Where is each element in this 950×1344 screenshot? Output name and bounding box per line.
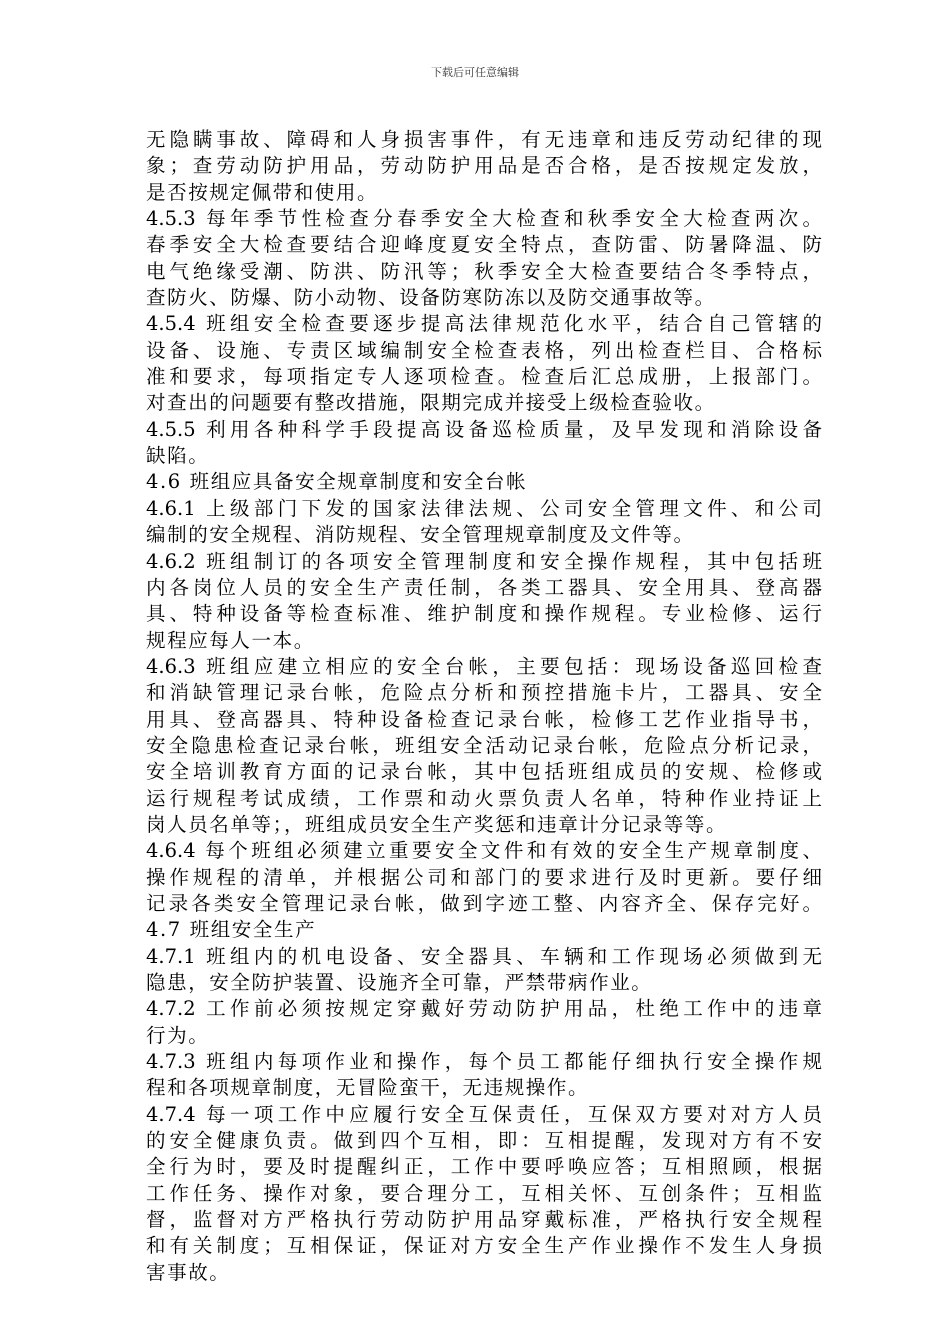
text-line: 全行为时，要及时提醒纠正，工作中要呼唤应答；互相照顾，根据: [146, 1155, 822, 1179]
text-line: 操作规程的清单，并根据公司和部门的要求进行及时更新。要仔细: [146, 865, 822, 889]
text-line: 设备、设施、专责区域编制安全检查表格，列出检查栏目、合格标: [146, 338, 822, 362]
text-line: 运行规程考试成绩，工作票和动火票负责人名单，特种作业持证上: [146, 786, 822, 810]
page-header-note: 下载后可任意编辑: [431, 66, 519, 79]
text-line: 对查出的问题要有整改措施，限期完成并接受上级检查验收。: [146, 391, 716, 415]
text-line: 用具、登高器具、特种设备检查记录台帐，检修工艺作业指导书，: [146, 707, 822, 731]
text-line: 4.6.2 班组制订的各项安全管理制度和安全操作规程，其中包括班: [146, 549, 822, 573]
text-line: 无隐瞒事故、障碍和人身损害事件，有无违章和违反劳动纪律的现: [146, 128, 822, 151]
text-line: 4.5.5 利用各种科学手段提高设备巡检质量，及早发现和消除设备: [146, 417, 822, 441]
text-line: 4.5.3 每年季节性检查分春季安全大检查和秋季安全大检查两次。: [146, 207, 822, 231]
text-line: 和消缺管理记录台帐，危险点分析和预控措施卡片，工器具、安全: [146, 681, 822, 705]
text-line: 安全隐患检查记录台帐，班组安全活动记录台帐，危险点分析记录，: [146, 733, 822, 757]
text-line: 4.7.2 工作前必须按规定穿戴好劳动防护用品，杜绝工作中的违章: [146, 997, 822, 1021]
text-line: 准和要求，每项指定专人逐项检查。检查后汇总成册，上报部门。: [146, 365, 822, 389]
text-line: 的安全健康负责。做到四个互相，即：互相提醒，发现对方有不安: [146, 1129, 822, 1153]
text-line: 4.7 班组安全生产: [146, 918, 317, 942]
text-line: 4.6.4 每个班组必须建立重要安全文件和有效的安全生产规章制度、: [146, 839, 822, 863]
text-line: 编制的安全规程、消防规程、安全管理规章制度及文件等。: [146, 523, 695, 547]
text-line: 具、特种设备等检查标准、维护制度和操作规程。专业检修、运行: [146, 602, 822, 626]
text-line: 4.7.1 班组内的机电设备、安全器具、车辆和工作现场必须做到无: [146, 944, 822, 968]
text-line: 程和各项规章制度，无冒险蛮干，无违规操作。: [146, 1076, 590, 1100]
text-line: 和有关制度；互相保证，保证对方安全生产作业操作不发生人身损: [146, 1234, 822, 1258]
text-line: 督，监督对方严格执行劳动防护用品穿戴标准，严格执行安全规程: [146, 1208, 822, 1232]
text-line: 缺陷。: [146, 444, 210, 468]
text-line: 4.7.3 班组内每项作业和操作，每个员工都能仔细执行安全操作规: [146, 1050, 822, 1074]
text-line: 隐患，安全防护装置、设施齐全可靠，严禁带病作业。: [146, 971, 653, 994]
text-line: 岗人员名单等；，班组成员安全生产奖惩和违章计分记录等等。: [146, 812, 728, 836]
text-line: 安全培训教育方面的记录台帐，其中包括班组成员的安规、检修或: [146, 760, 822, 784]
text-line: 4.6.1 上级部门下发的国家法律法规、公司安全管理文件、和公司: [146, 496, 822, 520]
text-line: 4.6 班组应具备安全规章制度和安全台帐: [146, 470, 528, 494]
text-line: 记录各类安全管理记录台帐，做到字迹工整、内容齐全、保存完好。: [146, 891, 822, 915]
text-line: 电气绝缘受潮、防洪、防汛等；秋季安全大检查要结合冬季特点，: [146, 259, 822, 283]
text-line: 查防火、防爆、防小动物、设备防寒防冻以及防交通事故等。: [146, 286, 716, 310]
text-line: 是否按规定佩带和使用。: [146, 180, 379, 204]
text-line: 行为。: [146, 1023, 210, 1047]
text-line: 4.5.4 班组安全检查要逐步提高法律规范化水平，结合自己管辖的: [146, 312, 822, 336]
text-line: 春季安全大检查要结合迎峰度夏安全特点，查防雷、防暑降温、防: [146, 233, 822, 257]
text-line: 害事故。: [146, 1260, 231, 1284]
text-line: 规程应每人一本。: [146, 628, 315, 652]
text-line: 工作任务、操作对象，要合理分工，互相关怀、互创条件；互相监: [146, 1181, 822, 1205]
text-line: 象；查劳动防护用品，劳动防护用品是否合格，是否按规定发放，: [146, 154, 822, 178]
text-line: 内各岗位人员的安全生产责任制，各类工器具、安全用具、登高器: [146, 575, 822, 599]
text-line: 4.6.3 班组应建立相应的安全台帐，主要包括：现场设备巡回检查: [146, 654, 822, 678]
document-body: [146, 127, 822, 1286]
text-line: 4.7.4 每一项工作中应履行安全互保责任，互保双方要对对方人员: [146, 1102, 822, 1126]
